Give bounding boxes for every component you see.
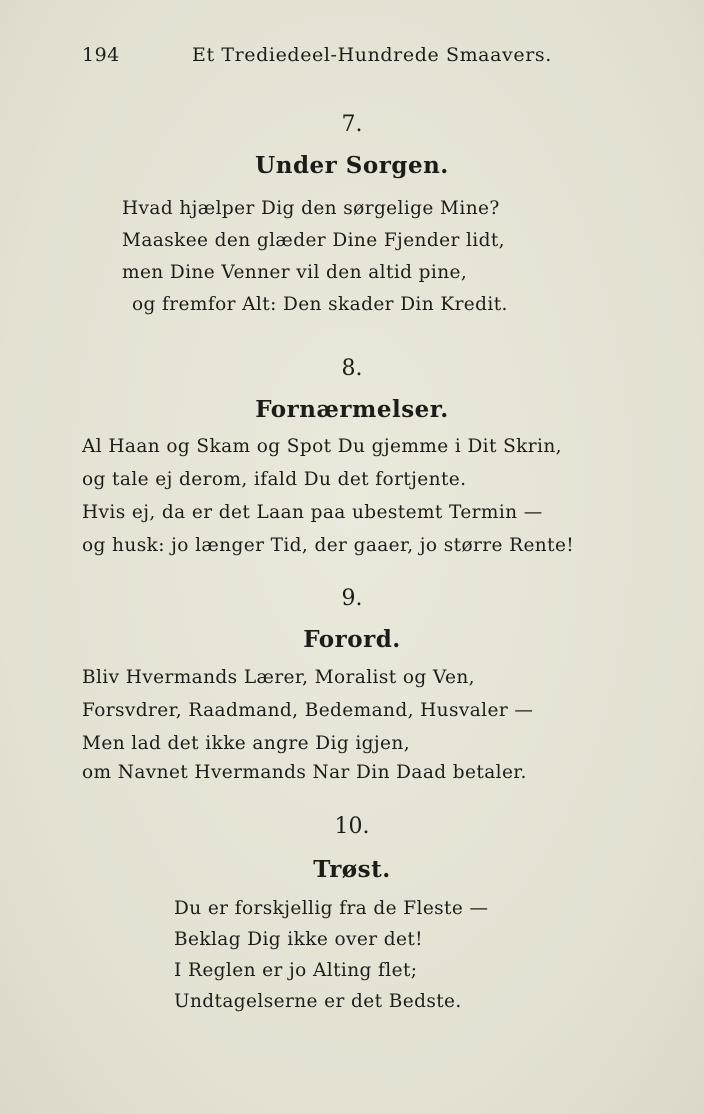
poem-number: 10. xyxy=(334,814,370,839)
page-header xyxy=(82,44,634,78)
poem-number: 7. xyxy=(341,112,363,137)
poem-title: Trøst. xyxy=(313,856,391,883)
poem-number: 8. xyxy=(341,356,363,381)
poem-title: Forord. xyxy=(303,626,401,653)
poem-line: om Navnet Hvermands Nar Din Daad betaler. xyxy=(82,762,527,783)
poem-line: og tale ej derom, ifald Du det fortjente. xyxy=(82,469,467,490)
poem-line: Forsvdrer, Raadmand, Bedemand, Husvaler — xyxy=(82,700,534,721)
poem-line: Undtagelserne er det Bedste. xyxy=(174,991,462,1012)
poem-title: Fornærmelser. xyxy=(255,396,449,423)
poem-line: og fremfor Alt: Den skader Din Kredit. xyxy=(132,294,508,315)
poem-line: I Reglen er jo Alting flet; xyxy=(174,960,418,981)
page-number: 194 xyxy=(82,44,120,66)
poem-line: Hvad hjælper Dig den sørgelige Mine? xyxy=(122,198,500,219)
poem-line: Hvis ej, da er det Laan paa ubestemt Termin — xyxy=(82,502,543,523)
poem-line: Men lad det ikke angre Dig igjen, xyxy=(82,733,410,754)
poem-title: Under Sorgen. xyxy=(255,152,449,179)
poem-number: 9. xyxy=(341,586,363,611)
poem-line: Du er forskjellig fra de Fleste — xyxy=(174,898,489,919)
running-head: Et Trediedeel-Hundrede Smaavers. xyxy=(192,44,552,66)
poem-line: Al Haan og Skam og Spot Du gjemme i Dit Skrin, xyxy=(82,436,562,457)
poem-line: Bliv Hvermands Lærer, Moralist og Ven, xyxy=(82,667,475,688)
poem-line: og husk: jo længer Tid, der gaaer, jo større Rente! xyxy=(82,535,575,556)
poem-line: men Dine Venner vil den altid pine, xyxy=(122,262,468,283)
poem-line: Maaskee den glæder Dine Fjender lidt, xyxy=(122,230,505,251)
poem-line: Beklag Dig ikke over det! xyxy=(174,929,423,950)
